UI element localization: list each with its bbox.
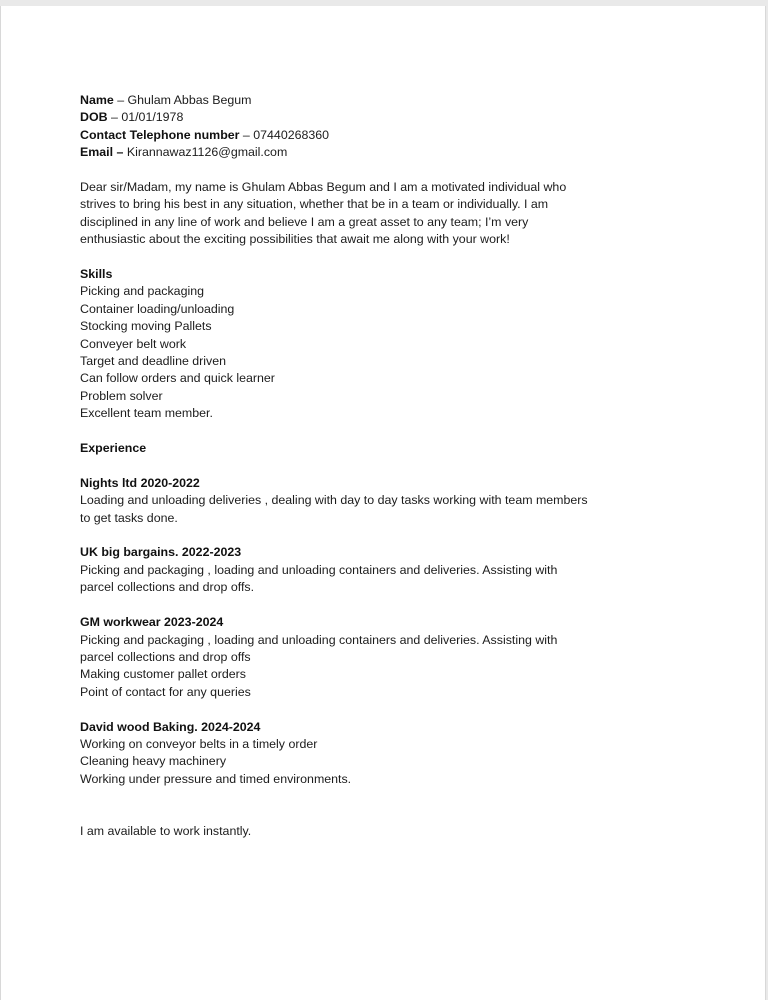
cv-content <box>80 92 640 840</box>
job-description-line: Loading and unloading deliveries , dealing with day to day tasks working with team members <box>80 493 588 508</box>
job-description-line: to get tasks done. <box>80 510 178 525</box>
job-title: Nights ltd 2020-2022 <box>80 475 200 490</box>
job-description-line: Cleaning heavy machinery <box>80 754 227 769</box>
experience-section <box>80 440 640 788</box>
name-label: Name <box>80 93 114 107</box>
skills-section <box>80 266 640 423</box>
job-description-line: Picking and packaging , loading and unloading containers and deliveries. Assisting with <box>80 632 558 647</box>
job-entry <box>80 475 640 527</box>
document-page <box>0 6 766 1000</box>
dob-value: – 01/01/1978 <box>107 110 184 125</box>
intro-line: Dear sir/Madam, my name is Ghulam Abbas Begum and I am a motivated individual who <box>80 180 567 195</box>
skills-heading: Skills <box>80 267 113 282</box>
intro-line: disciplined in any line of work and believe I am a great asset to any team; I’m very <box>80 214 529 229</box>
phone-value: – 07440268360 <box>239 127 330 142</box>
job-entry <box>80 544 640 596</box>
email-value: Kirannawaz1126@gmail.com <box>123 145 288 160</box>
job-description-line: Picking and packaging , loading and unloading containers and deliveries. Assisting with <box>80 562 558 577</box>
job-entry <box>80 614 640 701</box>
job-title: UK big bargains. 2022-2023 <box>80 545 242 560</box>
job-entry <box>80 719 640 789</box>
dob-line <box>80 109 640 126</box>
intro-line: strives to bring his best in any situation, whether that be in a team or individually. I am <box>80 197 549 212</box>
job-description-line: Making customer pallet orders <box>80 667 246 682</box>
skill-item: Excellent team member. <box>80 406 213 421</box>
name-line <box>80 92 640 109</box>
skill-item: Target and deadline driven <box>80 354 227 369</box>
skill-item: Stocking moving Pallets <box>80 319 212 334</box>
phone-label: Contact Telephone number <box>80 127 240 142</box>
job-description-line: parcel collections and drop offs <box>80 649 251 664</box>
email-line <box>80 144 640 161</box>
job-description-line: Point of contact for any queries <box>80 684 251 699</box>
job-description-line: parcel collections and drop offs. <box>80 580 255 595</box>
skill-item: Container loading/unloading <box>80 301 235 316</box>
intro-paragraph <box>80 179 640 249</box>
phone-line <box>80 127 640 144</box>
experience-heading: Experience <box>80 441 147 456</box>
email-label: Email – <box>80 145 124 160</box>
job-description-line: Working under pressure and timed environments. <box>80 771 352 786</box>
job-title: David wood Baking. 2024-2024 <box>80 719 261 734</box>
skill-item: Problem solver <box>80 388 163 403</box>
dob-label: DOB <box>80 110 108 125</box>
contact-block <box>80 92 640 162</box>
skill-item: Can follow orders and quick learner <box>80 371 275 386</box>
skill-item: Picking and packaging <box>80 284 204 299</box>
name-value: – Ghulam Abbas Begum <box>113 93 252 107</box>
intro-line: enthusiastic about the exciting possibilities that await me along with your work! <box>80 232 510 247</box>
skill-item: Conveyer belt work <box>80 336 187 351</box>
job-description-line: Working on conveyor belts in a timely order <box>80 736 318 751</box>
job-title: GM workwear 2023-2024 <box>80 615 224 630</box>
closing-statement: I am available to work instantly. <box>80 823 252 838</box>
